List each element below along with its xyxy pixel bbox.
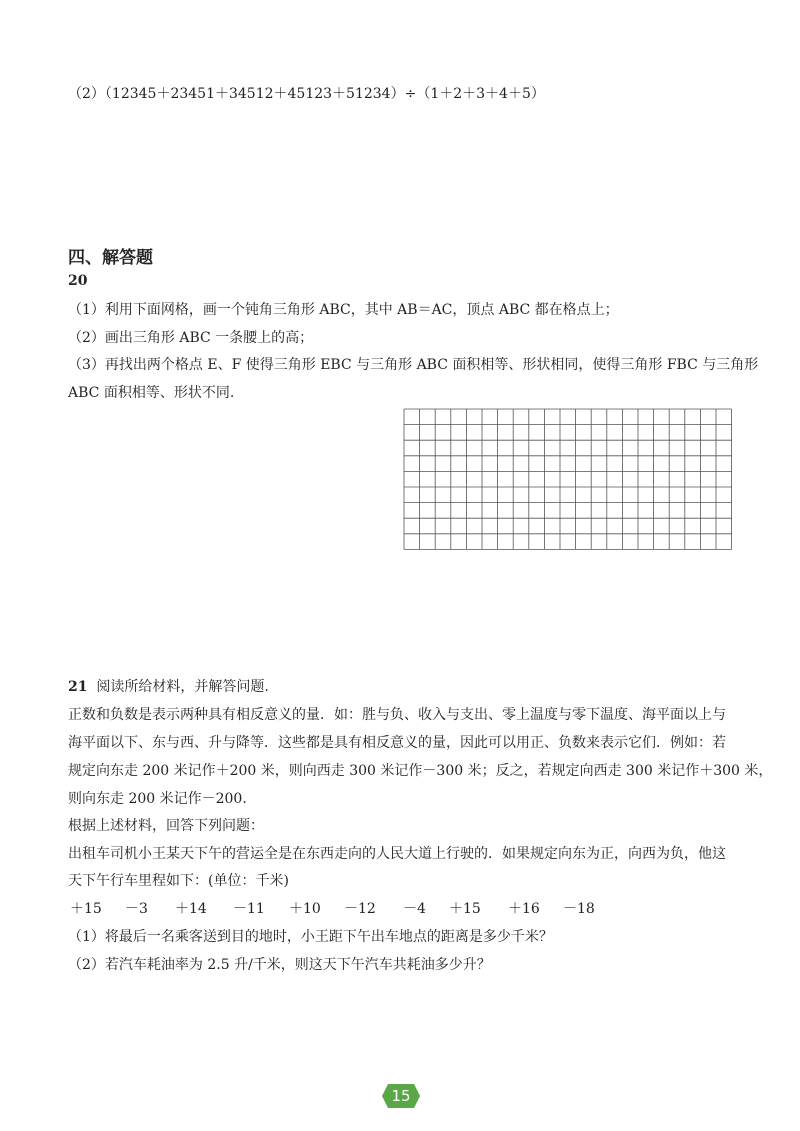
sub-question-1: （1）将最后一名乘客送到目的地时，小王距下午出车地点的距离是多少千米？ xyxy=(68,929,553,945)
question-20-number: 20 xyxy=(68,273,88,289)
mileage-value: －3 xyxy=(125,901,148,917)
scenario-line-2: 天下午行车里程如下：(单位：千米) xyxy=(68,873,289,889)
mileage-value: ＋10 xyxy=(289,901,321,917)
page-number-badge xyxy=(381,1083,421,1109)
prompt: 根据上述材料，回答下列问题： xyxy=(68,818,264,834)
problem-2: （2）（12345＋23451＋34512＋45123＋51234）÷（1＋2＋3＋4＋5） xyxy=(68,86,545,102)
sub-question-2: （2）若汽车耗油率为 2.5 升/千米，则这天下午汽车共耗油多少升？ xyxy=(68,957,491,973)
section-title: 四、解答题 xyxy=(68,248,153,268)
material-line-3: 规定向东走 200 米记作＋200 米，则向西走 300 米记作－300 米；反之，若规定向西走 300 米记作＋300 米， xyxy=(68,763,773,779)
mileage-value: －18 xyxy=(563,901,595,917)
mileage-value: －12 xyxy=(344,901,376,917)
question-21-number: 21 xyxy=(68,679,88,695)
page-number: 15 xyxy=(391,1087,411,1105)
question-20-part-3-line-1: （3）再找出两个格点 E、F 使得三角形 EBC 与三角形 ABC 面积相等、形状相同，使得三角形 FBC 与三角形 xyxy=(68,357,759,373)
question-20-part-2: （2）画出三角形 ABC 一条腰上的高； xyxy=(68,330,314,346)
mileage-value: ＋15 xyxy=(70,901,102,917)
scenario-line-1: 出租车司机小王某天下午的营运全是在东西走向的人民大道上行驶的．如果规定向东为正，向西为负，他这 xyxy=(68,846,726,862)
question-20-part-3-line-2: ABC 面积相等、形状不同. xyxy=(68,385,235,401)
material-line-4: 则向东走 200 米记作－200. xyxy=(68,791,247,807)
question-21-heading xyxy=(68,677,269,697)
question-21-intro: 阅读所给材料，并解答问题. xyxy=(96,679,269,695)
mileage-values xyxy=(0,898,800,920)
mileage-value: －4 xyxy=(403,901,426,917)
mileage-value: ＋15 xyxy=(449,901,481,917)
mileage-value: ＋16 xyxy=(508,901,540,917)
mileage-value: －11 xyxy=(233,901,265,917)
square-grid xyxy=(403,408,743,550)
question-20-part-1: （1）利用下面网格，画一个钝角三角形 ABC，其中 AB＝AC，顶点 ABC 都在格点上； xyxy=(68,302,619,318)
mileage-value: ＋14 xyxy=(175,901,207,917)
material-line-1: 正数和负数是表示两种具有相反意义的量．如：胜与负、收入与支出、零上温度与零下温度、海平面以上与 xyxy=(68,707,726,723)
material-line-2: 海平面以下、东与西、升与降等．这些都是具有相反意义的量，因此可以用正、负数来表示它们．例如：若 xyxy=(68,735,726,751)
